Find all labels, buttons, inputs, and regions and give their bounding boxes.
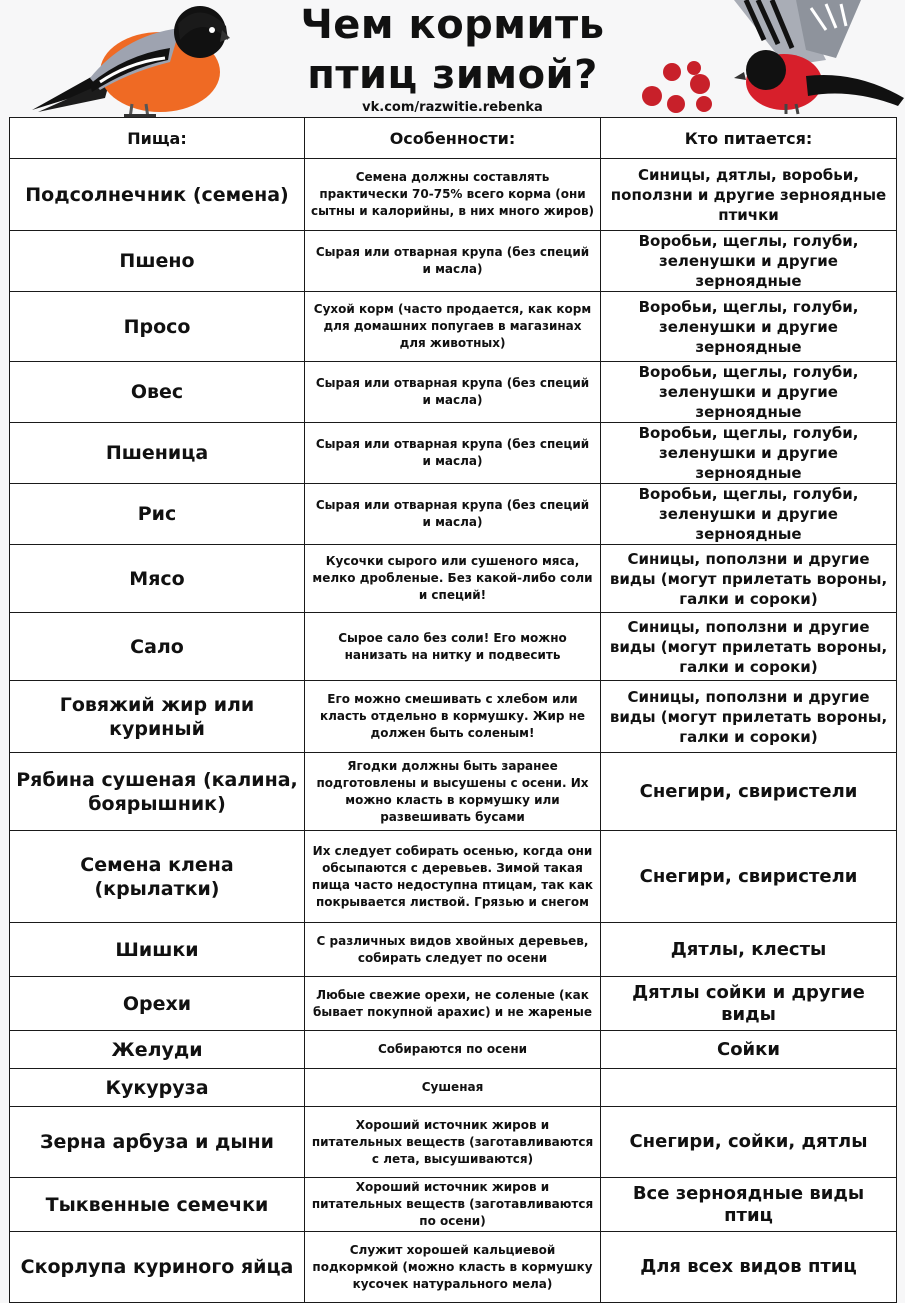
food-name: Зерна арбуза и дыни [10,1107,305,1178]
food-eaters [601,1069,897,1107]
header-eaters: Кто питается: [601,118,897,159]
food-name: Шишки [10,923,305,977]
food-feature: Кусочки сырого или сушеного мяса, мелко дробленые. Без какой-либо соли и специй! [305,545,601,613]
food-name: Скорлупа куриного яйца [10,1232,305,1303]
table-row [10,831,897,923]
food-eaters: Снегири, свиристели [601,831,897,923]
table-row [10,545,897,613]
table-row [10,484,897,545]
header-features: Особенности: [305,118,601,159]
table-row [10,423,897,484]
header-food: Пища: [10,118,305,159]
table-row [10,1069,897,1107]
food-eaters: Дятлы сойки и другие виды [601,977,897,1031]
table-row [10,231,897,292]
food-name: Рис [10,484,305,545]
table-row [10,159,897,231]
table-row [10,613,897,681]
food-feature: Сушеная [305,1069,601,1107]
food-eaters: Для всех видов птиц [601,1232,897,1303]
food-feature: Сырая или отварная крупа (без специй и масла) [305,231,601,292]
food-eaters: Синицы, поползни и другие виды (могут прилетать вороны, галки и сороки) [601,613,897,681]
food-name: Тыквенные семечки [10,1178,305,1232]
food-feature: С различных видов хвойных деревьев, собирать следует по осени [305,923,601,977]
header [0,0,905,118]
food-feature: Служит хорошей кальциевой подкормкой (можно класть в кормушку кусочек натурального мела) [305,1232,601,1303]
table-row [10,362,897,423]
food-eaters: Синицы, поползни и другие виды (могут прилетать вороны, галки и сороки) [601,545,897,613]
food-eaters: Все зерноядные виды птиц [601,1178,897,1232]
food-eaters: Дятлы, клесты [601,923,897,977]
food-name: Кукуруза [10,1069,305,1107]
table-header-row [10,118,897,159]
table-row [10,1232,897,1303]
table-row [10,681,897,753]
food-eaters: Синицы, дятлы, воробьи, поползни и другие зерноядные птички [601,159,897,231]
food-eaters: Снегири, свиристели [601,753,897,831]
food-eaters: Синицы, поползни и другие виды (могут прилетать вороны, галки и сороки) [601,681,897,753]
page-title-line-1: Чем кормить [300,2,605,48]
food-feature: Сухой корм (часто продается, как корм для домашних попугаев в магазинах для животных) [305,292,601,362]
source-link[interactable]: vk.com/razwitie.rebenka [362,100,543,115]
table-row [10,923,897,977]
food-feature: Сырая или отварная крупа (без специй и масла) [305,484,601,545]
food-name: Рябина сушеная (калина, боярышник) [10,753,305,831]
table-row [10,753,897,831]
food-feature: Сырая или отварная крупа (без специй и масла) [305,362,601,423]
food-name: Овес [10,362,305,423]
page-title-line-2: птиц зимой? [307,52,598,98]
food-eaters: Воробьи, щеглы, голуби, зеленушки и другие зерноядные [601,362,897,423]
food-name: Подсолнечник (семена) [10,159,305,231]
food-eaters: Сойки [601,1031,897,1069]
table-row [10,292,897,362]
food-name: Мясо [10,545,305,613]
food-name: Пшеница [10,423,305,484]
food-eaters: Воробьи, щеглы, голуби, зеленушки и другие зерноядные [601,484,897,545]
food-feature: Ягодки должны быть заранее подготовлены и высушены с осени. Их можно класть в кормушку или развешивать бусами [305,753,601,831]
food-name: Просо [10,292,305,362]
table-row [10,1107,897,1178]
food-eaters: Воробьи, щеглы, голуби, зеленушки и другие зерноядные [601,423,897,484]
table-row [10,977,897,1031]
table-row [10,1178,897,1232]
table-row [10,1031,897,1069]
food-name: Говяжий жир или куриный [10,681,305,753]
food-feature: Хороший источник жиров и питательных веществ (заготавливаются с лета, высушиваются) [305,1107,601,1178]
food-name: Желуди [10,1031,305,1069]
food-name: Пшено [10,231,305,292]
bullfinch-with-berries-illustration-right [636,0,905,118]
food-feature: Его можно смешивать с хлебом или класть отдельно в кормушку. Жир не должен быть соленым! [305,681,601,753]
food-feature: Сырое сало без соли! Его можно нанизать на нитку и подвесить [305,613,601,681]
food-eaters: Снегири, сойки, дятлы [601,1107,897,1178]
food-feature: Хороший источник жиров и питательных веществ (заготавливаются по осени) [305,1178,601,1232]
food-feature: Любые свежие орехи, не соленые (как бывает покупной арахис) и не жареные [305,977,601,1031]
food-name: Орехи [10,977,305,1031]
food-name: Семена клена (крылатки) [10,831,305,923]
food-feature: Их следует собирать осенью, когда они обсыпаются с деревьев. Зимой такая пища часто недоступна птицам, так как покрывается листвой. Грязью и снегом [305,831,601,923]
food-eaters: Воробьи, щеглы, голуби, зеленушки и другие зерноядные [601,292,897,362]
food-feature: Сырая или отварная крупа (без специй и масла) [305,423,601,484]
food-eaters: Воробьи, щеглы, голуби, зеленушки и другие зерноядные [601,231,897,292]
food-feature: Собираются по осени [305,1031,601,1069]
food-name: Сало [10,613,305,681]
bird-food-table [9,117,897,1303]
food-feature: Семена должны составлять практически 70-75% всего корма (они сытны и калорийны, в них много жиров) [305,159,601,231]
